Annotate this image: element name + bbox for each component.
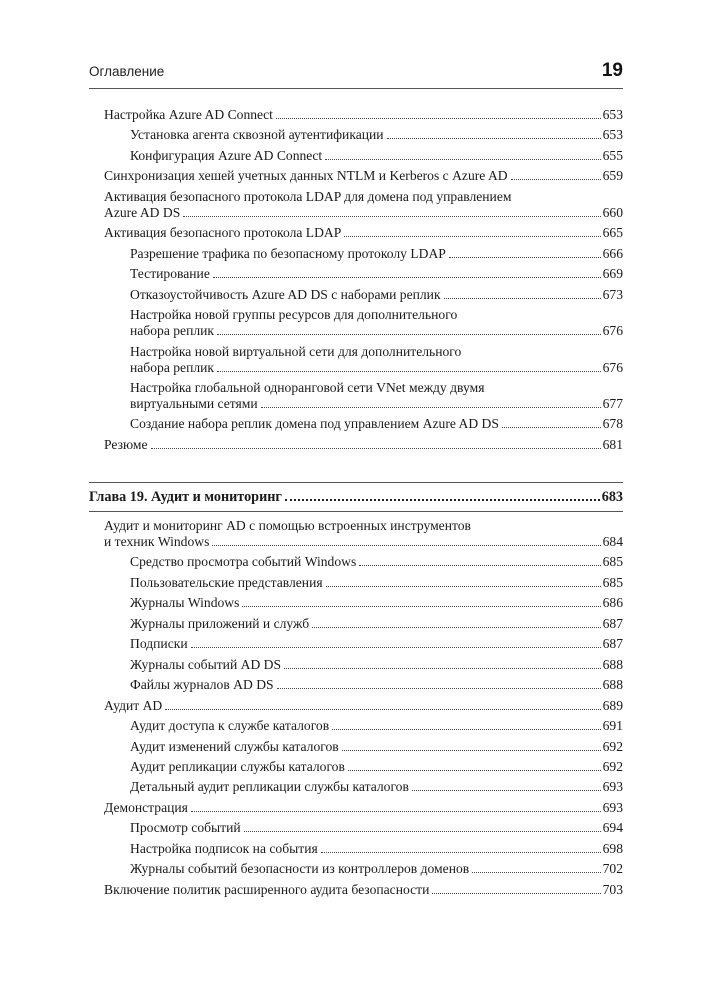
dot-leader <box>242 606 600 607</box>
toc-entry-title: и техник Windows <box>104 534 210 549</box>
toc-entry <box>130 677 623 693</box>
toc-entry <box>130 554 623 570</box>
dot-leader <box>348 770 601 771</box>
running-header-title: Оглавление <box>89 64 165 79</box>
toc-entry-page: 688 <box>602 677 623 693</box>
toc-entry-title: набора реплик <box>130 359 215 375</box>
toc-entry-line <box>130 287 623 303</box>
toc-entry <box>130 841 623 857</box>
toc-entry-page: 702 <box>602 861 623 877</box>
toc-entry-line <box>130 759 623 775</box>
toc-entry-page: 653 <box>602 107 623 122</box>
toc-entry-page: 677 <box>602 395 623 411</box>
running-header <box>89 60 623 86</box>
toc-entry-title: Аудит изменений службы каталогов <box>130 738 339 754</box>
toc-entry-line <box>130 554 623 570</box>
toc-entry-title: набора реплик <box>130 323 215 339</box>
toc-entry-page: 698 <box>602 840 623 856</box>
toc-entry-line <box>104 698 623 714</box>
toc-entry-title: Средство просмотра событий Windows <box>130 554 357 570</box>
toc-entry-line <box>130 266 623 282</box>
dot-leader <box>449 257 601 258</box>
dot-leader <box>276 118 601 119</box>
toc-entry-line <box>130 636 623 652</box>
toc-entry-line <box>104 168 623 184</box>
toc-entry <box>130 616 623 632</box>
toc-entry-page: 659 <box>602 168 623 184</box>
toc-entry-line <box>104 107 623 123</box>
toc-entry-page: 676 <box>602 323 623 339</box>
dot-leader <box>326 586 601 587</box>
toc-entry-title: Настройка подписок на события <box>130 840 318 856</box>
toc-entry <box>130 127 623 143</box>
toc-entry <box>130 657 623 673</box>
toc-entry-line <box>130 595 623 611</box>
dot-leader <box>165 709 600 710</box>
toc-entry <box>104 437 623 453</box>
toc-entry <box>130 718 623 734</box>
toc-entry <box>104 189 623 221</box>
toc-entry-title: Аудит доступа к службе каталогов <box>130 718 330 734</box>
toc-entry-line <box>130 820 623 836</box>
toc-entry-line <box>104 437 623 453</box>
toc-entry-title: Детальный аудит репликации службы каталогов <box>130 779 409 795</box>
toc-entry-page: 694 <box>602 820 623 836</box>
toc-entry-page: 693 <box>602 779 623 795</box>
dot-leader <box>325 159 600 160</box>
dot-leader <box>359 565 600 566</box>
toc-entry <box>130 246 623 262</box>
toc-entry-page: 688 <box>602 656 623 672</box>
toc-entry-line <box>130 718 623 734</box>
dot-leader <box>344 236 600 237</box>
toc-entry-title: Журналы Windows <box>130 595 240 611</box>
dot-leader <box>511 179 601 180</box>
toc-entry-page: 665 <box>602 225 623 241</box>
toc-entry-title: Просмотр событий <box>130 820 241 836</box>
dot-leader <box>261 407 601 408</box>
toc-entry-title: Azure AD DS <box>104 204 181 220</box>
toc-entry <box>130 148 623 164</box>
toc-entry-page: 666 <box>602 245 623 261</box>
toc-entry <box>104 225 623 241</box>
toc-entry <box>104 698 623 714</box>
toc-entry <box>130 380 623 412</box>
toc-entry-page: 673 <box>602 286 623 302</box>
toc-entry-title-first-line: Настройка новой группы ресурсов для дополнительного <box>130 307 458 323</box>
toc-entry <box>104 518 623 550</box>
toc-entry <box>130 820 623 836</box>
chapter-rule-top <box>89 482 623 483</box>
toc-entry-line <box>130 127 623 143</box>
dot-leader <box>472 872 600 873</box>
toc-entry-line <box>130 739 623 755</box>
toc-entry <box>130 636 623 652</box>
toc-entry-title: Журналы событий безопасности из контроллеров доменов <box>130 861 470 877</box>
dot-leader <box>284 668 601 669</box>
toc-entry-page: 692 <box>602 738 623 754</box>
toc-entry-line <box>130 246 623 262</box>
toc-entry-title: Пользовательские представления <box>130 574 323 590</box>
toc-entry-page: 692 <box>602 758 623 774</box>
toc-entry-title: Демонстрация <box>104 799 188 815</box>
toc-entry-title-first-line: Аудит и мониторинг AD с помощью встроенных инструментов <box>104 518 471 533</box>
toc-entry-page: 678 <box>602 416 623 432</box>
toc-entry-page: 691 <box>602 718 623 734</box>
toc-entry-title-first-line: Настройка глобальной одноранговой сети VNet между двумя <box>130 379 485 395</box>
toc-entry-page: 687 <box>602 636 623 652</box>
toc-entry-page: 683 <box>601 489 623 505</box>
toc-entry-title: Отказоустойчивость Azure AD DS с наборами реплик <box>130 286 441 302</box>
dot-leader <box>244 831 601 832</box>
toc-entry-title: Конфигурация Azure AD Connect <box>130 147 323 163</box>
toc-entry-title: Разрешение трафика по безопасному протоколу LDAP <box>130 245 446 261</box>
toc-entry-page: 660 <box>602 204 623 220</box>
toc-entry-page: 676 <box>602 359 623 375</box>
toc-entry-title: Журналы приложений и служб <box>130 615 310 631</box>
dot-leader <box>191 811 601 812</box>
toc-entry-page: 689 <box>602 697 623 713</box>
toc-entry-title-first-line: Настройка новой виртуальной сети для дополнительного <box>130 343 462 359</box>
toc-entry <box>130 575 623 591</box>
toc-entry-title: Активация безопасного протокола LDAP <box>104 225 342 241</box>
page-number: 19 <box>601 60 623 81</box>
toc-entry-line <box>130 323 623 339</box>
toc-entry-line <box>130 861 623 877</box>
toc-entry <box>130 861 623 877</box>
toc-entry <box>130 779 623 795</box>
toc-entry-title: Тестирование <box>130 266 210 282</box>
toc-entry <box>104 800 623 816</box>
toc-entry-page: 681 <box>602 436 623 452</box>
toc-entry-line <box>130 616 623 632</box>
toc-entry-line <box>104 800 623 816</box>
toc-entry <box>130 266 623 282</box>
toc-entry-title: Аудит AD <box>104 697 163 713</box>
dot-leader <box>332 729 600 730</box>
toc-entry <box>130 287 623 303</box>
toc-entry-page: 687 <box>602 615 623 631</box>
dot-leader <box>285 499 600 501</box>
toc-entry <box>104 882 623 898</box>
toc-entry-line <box>130 677 623 693</box>
dot-leader <box>432 893 600 894</box>
toc-entry <box>130 739 623 755</box>
toc-entry-line <box>104 534 623 550</box>
toc-entry-page: 693 <box>602 799 623 815</box>
toc-entry <box>130 759 623 775</box>
toc-entry-page: 685 <box>602 574 623 590</box>
toc-entry-title: Синхронизация хешей учетных данных NTLM и Kerberos с Azure AD <box>104 168 508 184</box>
dot-leader <box>212 545 600 546</box>
toc-entry-title: Включение политик расширенного аудита безопасности <box>104 881 430 897</box>
toc-entry-line <box>130 416 623 432</box>
toc-entry-title: Глава 19. Аудит и мониторинг <box>89 489 282 505</box>
toc-entry-line <box>130 360 623 376</box>
toc-entry-page: 655 <box>602 147 623 163</box>
toc-entry-title: виртуальными сетями <box>130 395 258 411</box>
toc-entry-line <box>130 657 623 673</box>
toc-entry <box>104 107 623 123</box>
toc-entry-title: Подписки <box>130 636 188 652</box>
toc-entry-title-first-line: Активация безопасного протокола LDAP для домена под управлением <box>104 188 512 204</box>
dot-leader <box>502 427 601 428</box>
dot-leader <box>312 627 600 628</box>
toc-entry <box>130 416 623 432</box>
dot-leader <box>387 138 601 139</box>
dot-leader <box>217 334 601 335</box>
dot-leader <box>444 298 601 299</box>
toc-entry <box>130 344 623 376</box>
dot-leader <box>412 790 601 791</box>
toc-entry-line <box>104 205 623 221</box>
toc-entry-title: Резюме <box>104 436 148 452</box>
dot-leader <box>321 852 601 853</box>
toc-entry-title: Создание набора реплик домена под управлением Azure AD DS <box>130 416 499 432</box>
toc-entry-title: Настройка Azure AD Connect <box>104 107 273 122</box>
toc-entry-page: 703 <box>602 881 623 897</box>
toc-entry-line <box>89 489 623 505</box>
dot-leader <box>213 277 601 278</box>
header-rule <box>89 88 623 89</box>
toc-entry-line <box>130 841 623 857</box>
toc-entry-title: Аудит репликации службы каталогов <box>130 758 345 774</box>
toc-entry-line <box>130 396 623 412</box>
toc-entry <box>130 595 623 611</box>
dot-leader <box>277 688 601 689</box>
toc-entry <box>130 307 623 339</box>
toc-entry-line <box>130 779 623 795</box>
toc-entry-title: Файлы журналов AD DS <box>130 677 274 693</box>
dot-leader <box>191 647 601 648</box>
toc-entry-page: 653 <box>602 127 623 143</box>
dot-leader <box>183 216 600 217</box>
toc-entry-line <box>104 882 623 898</box>
toc-entry-title: Установка агента сквозной аутентификации <box>130 127 384 143</box>
toc-entry-page: 669 <box>602 266 623 282</box>
toc-entry-line <box>130 148 623 164</box>
dot-leader <box>342 750 601 751</box>
toc-entry-page: 685 <box>602 554 623 570</box>
toc-entry-line <box>130 575 623 591</box>
toc-entry-title: Журналы событий AD DS <box>130 656 282 672</box>
toc-entry-page: 684 <box>602 534 623 549</box>
toc-entry-line <box>104 225 623 241</box>
toc-entry <box>104 168 623 184</box>
toc-entry <box>89 489 623 505</box>
chapter-rule-bottom <box>89 511 623 512</box>
dot-leader <box>217 371 601 372</box>
toc-entry-page: 686 <box>602 595 623 611</box>
dot-leader <box>151 448 601 449</box>
